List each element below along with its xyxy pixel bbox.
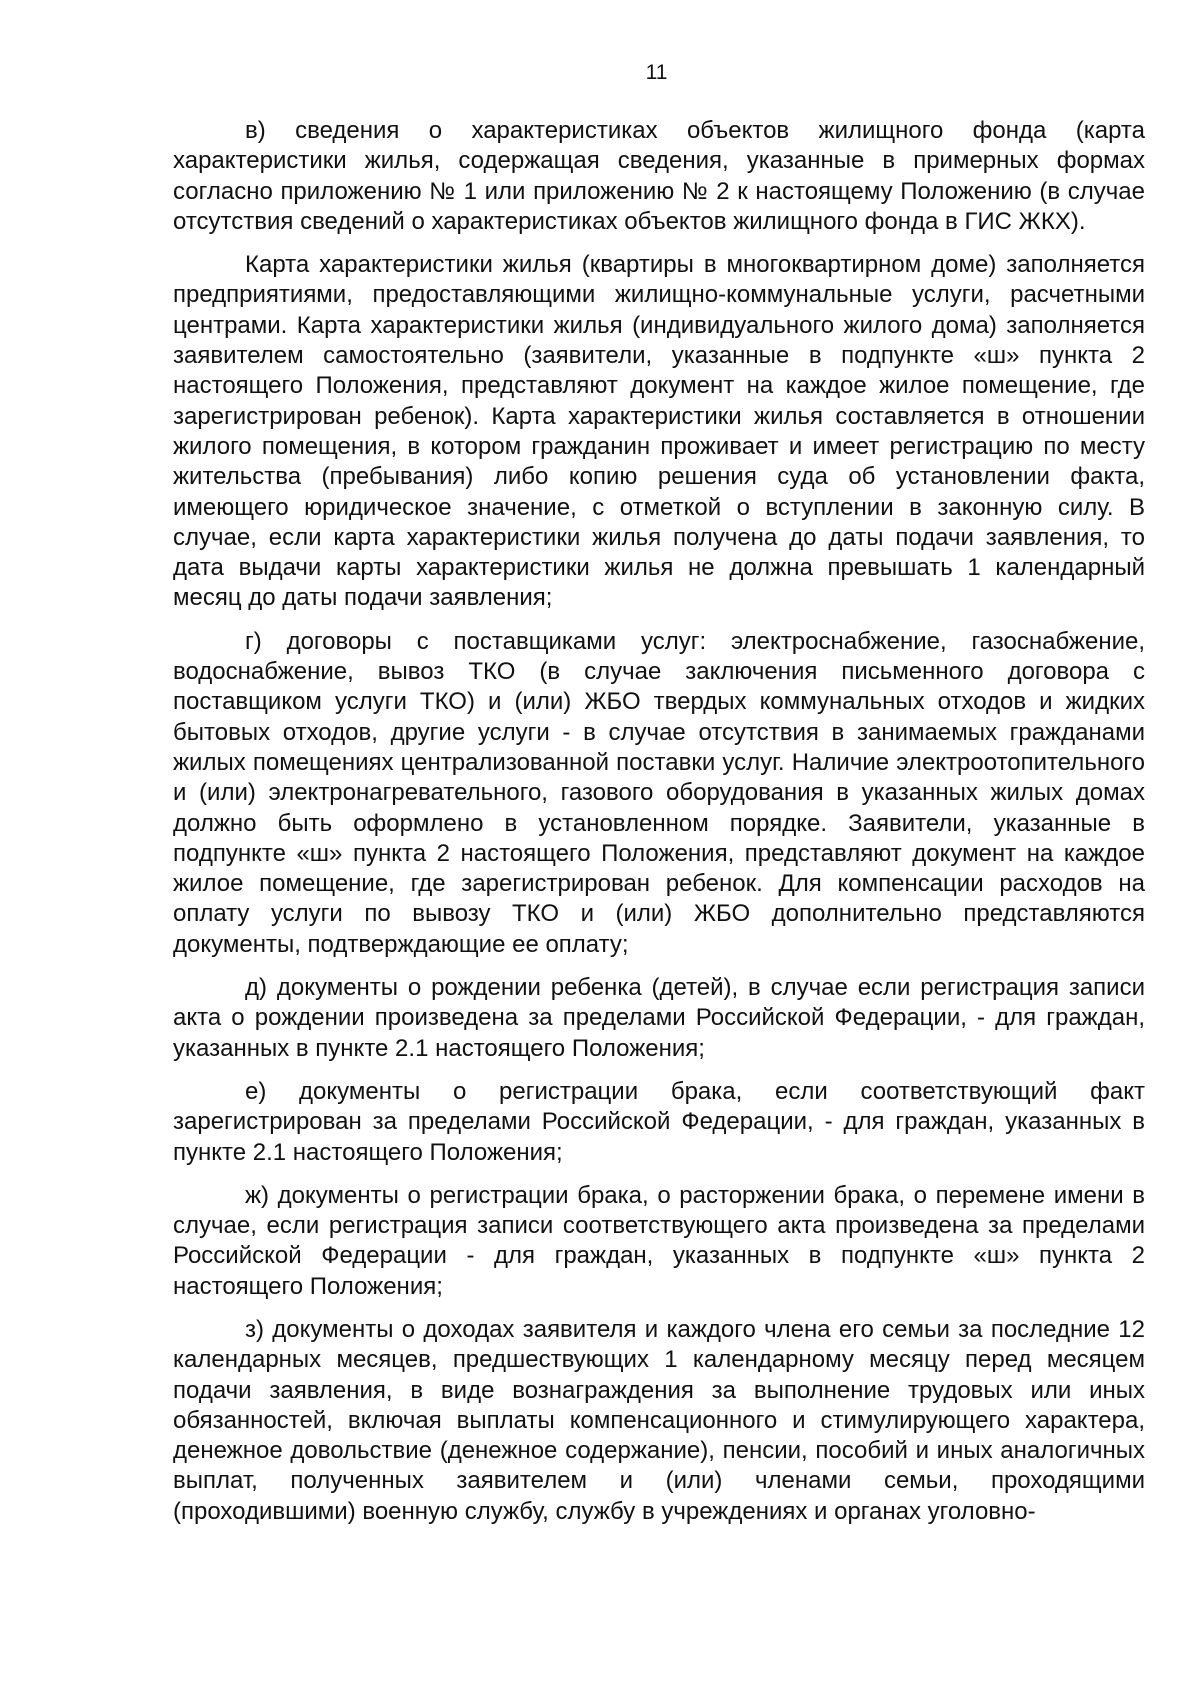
page-number: 11 [645, 61, 668, 84]
paragraph-zh-civil-status-documents: ж) документы о регистрации брака, о расторжении брака, о перемене имени в случае, если регистрация записи соответствующего акта произведена за пределами Российской Федерации - для граждан, указанных в подпункте «ш» пункта 2 настоящего Положения; [173, 1181, 1145, 1300]
paragraph-e-marriage-documents: е) документы о регистрации брака, если соответствующий факт зарегистрирован за пределами Российской Федерации, - для граждан, указанных в пункте 2.1 настоящего Положения; [173, 1077, 1145, 1166]
paragraph-z-income-documents: з) документы о доходах заявителя и каждого члена его семьи за последние 12 календарных месяцев, предшествующих 1 календарному месяцу перед месяцем подачи заявления, в виде вознаграждения за выполнение трудовых или иных обязанностей, включая выплаты компенсационного и стимулирующего характера, денежное довольствие (денежное содержание), пенсии, пособий и иных аналогичных выплат, полученных заявителем и (или) членами семьи, проходящими (проходившими) военную службу, службу в учреждениях и органах уголовно- [173, 1315, 1145, 1525]
paragraph-g-supplier-contracts: г) договоры с поставщиками услуг: электроснабжение, газоснабжение, водоснабжение, вывоз ТКО (в случае заключения письменного договора с поставщиком услуги ТКО) и (или) ЖБО твердых коммунальных отходов и жидких бытовых отходов, другие услуги - в случае отсутствия в занимаемых гражданами жилых помещениях централизованной поставки услуг. Наличие электроотопительного и (или) электронагревательного, газового оборудования в указанных жилых домах должно быть оформлено в установленном порядке. Заявители, указанные в подпункте «ш» пункта 2 настоящего Положения, представляют документ на каждое жилое помещение, где зарегистрирован ребенок. Для компенсации расходов на оплату услуги по вывозу ТКО и (или) ЖБО дополнительно представляются документы, подтверждающие ее оплату; [173, 627, 1145, 958]
paragraph-v-housing-info: в) сведения о характеристиках объектов жилищного фонда (карта характеристики жилья, содержащая сведения, указанные в примерных формах согласно приложению № 1 или приложению № 2 к настоящему Положению (в случае отсутствия сведений о характеристиках объектов жилищного фонда в ГИС ЖКХ). [173, 117, 1145, 235]
document-body [173, 116, 1145, 1540]
paragraph-d-birth-documents: д) документы о рождении ребенка (детей), в случае если регистрация записи акта о рождении произведена за пределами Российской Федерации, - для граждан, указанных в пункте 2.1 настоящего Положения; [173, 974, 1145, 1062]
paragraph-housing-card: Карта характеристики жилья (квартиры в многоквартирном доме) заполняется предприятиями, предоставляющими жилищно-коммунальные услуги, расчетными центрами. Карта характеристики жилья (индивидуального жилого дома) заполняется заявителем самостоятельно (заявители, указанные в подпункте «ш» пункта 2 настоящего Положения, представляют документ на каждое жилое помещение, где зарегистрирован ребенок). Карта характеристики жилья составляется в отношении жилого помещения, в котором гражданин проживает и имеет регистрацию по месту жительства (пребывания) либо копию решения суда об установлении факта, имеющего юридическое значение, с отметкой о вступлении в законную силу. В случае, если карта характеристики жилья получена до даты подачи заявления, то дата выдачи карты характеристики жилья не должна превышать 1 календарный месяц до даты подачи заявления; [173, 251, 1145, 612]
